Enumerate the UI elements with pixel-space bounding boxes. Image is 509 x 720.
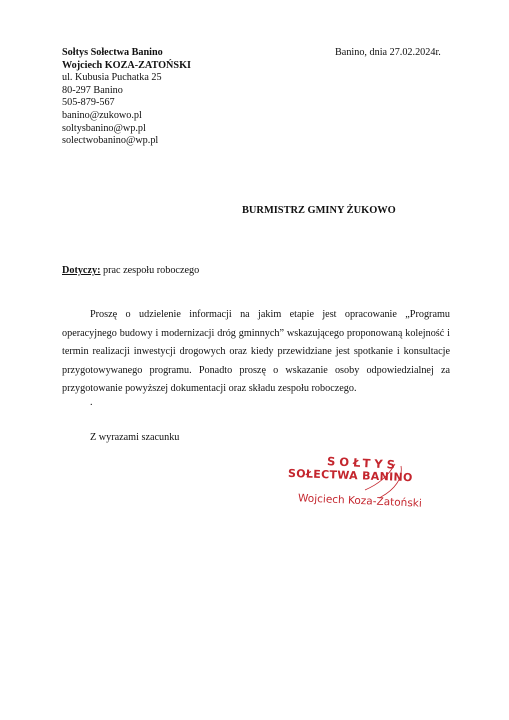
stamp-line3: Wojciech Koza-Zatoński [297, 492, 423, 510]
body-paragraph: Proszę o udzielenie informacji na jakim etapie jest opracowanie „Programu operacyjnego budowy i modernizacji dróg gminnych” wskazującego proponowaną kolejność i termin realizacji inwestycji drogowych oraz kiedy przewidziane jest spotkanie i konsultacje przygotowywanego programu. Ponadto proszę o wskazanie osoby odpowiedzialnej za przygotowanie powyższej dokumentacji oraz składu zespołu roboczego. [62, 309, 450, 395]
sender-block [62, 47, 191, 148]
closing: Z wyrazami szacunku [90, 432, 180, 443]
letter-date: Banino, dnia 27.02.2024r. [335, 47, 441, 58]
sender-email: banino@zukowo.pl [62, 109, 142, 121]
body-dot: . [90, 397, 93, 408]
recipient: BURMISTRZ GMINY ŻUKOWO [242, 205, 396, 216]
sender-email: soltysbanino@wp.pl [62, 122, 146, 134]
stamp-line2: SOŁECTWA BANINO [287, 466, 413, 485]
sender-name: Wojciech KOZA-ZATOŃSKI [62, 59, 191, 71]
subject-text: prac zespołu roboczego [103, 265, 200, 276]
stamp-line1: SOŁTYS [326, 454, 400, 472]
sender-phone: 505-879-567 [62, 97, 115, 109]
sender-postal: 80-297 Banino [62, 84, 123, 96]
official-stamp [283, 456, 443, 526]
sender-email: solectwobanino@wp.pl [62, 135, 159, 147]
sender-title: Sołtys Sołectwa Banino [62, 47, 163, 58]
subject-line [62, 265, 199, 276]
subject-label: Dotyczy: [62, 265, 101, 276]
sender-street: ul. Kubusia Puchatka 25 [62, 72, 162, 84]
